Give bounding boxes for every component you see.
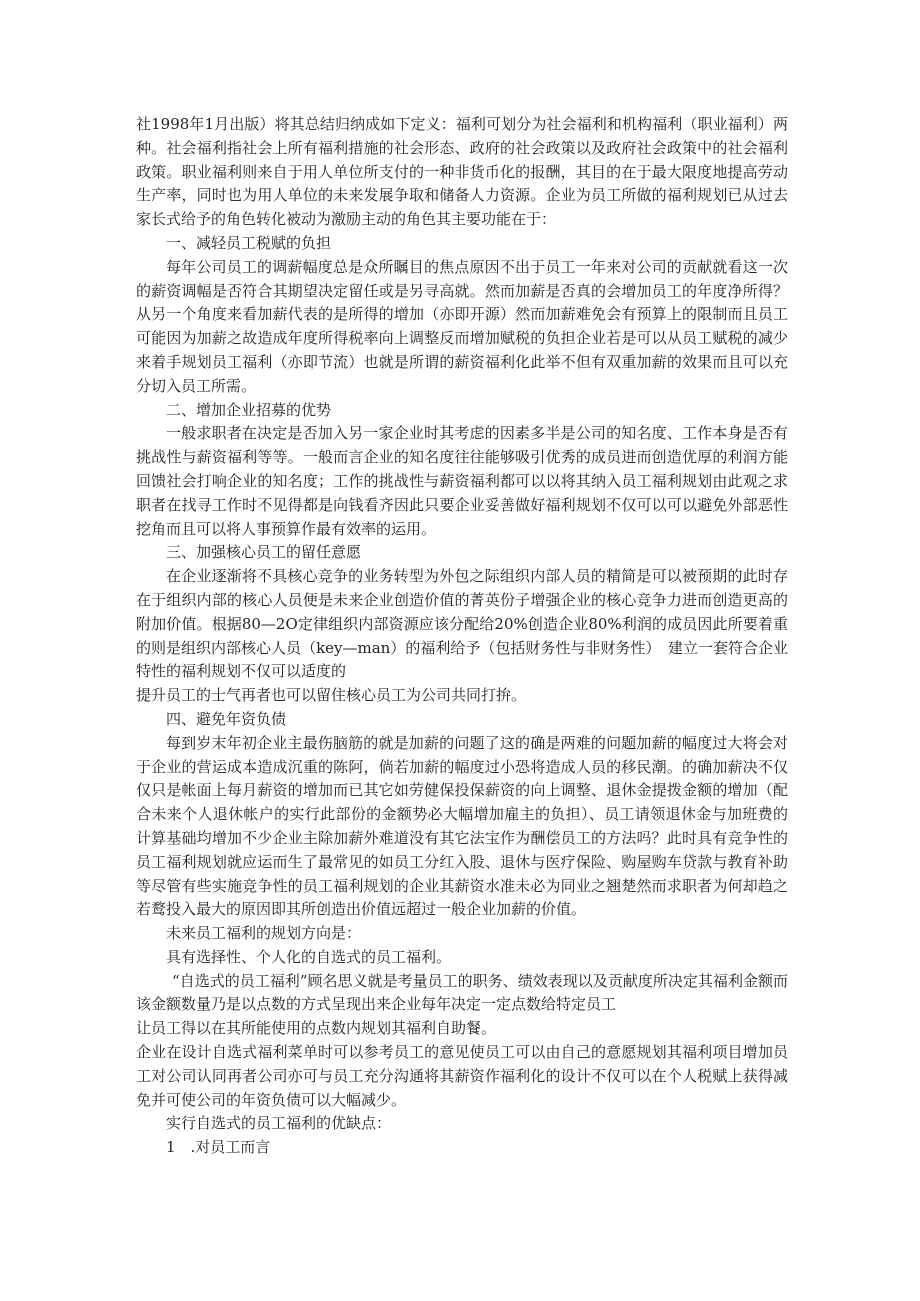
paragraph-retention-cont: 提升员工的士气再者也可以留住核心员工为公司共同打拚。: [136, 686, 527, 705]
heading-recruit-advantage: 二、增加企业招募的优势: [166, 400, 332, 419]
heading-pros-cons: 实行自选式的员工福利的优缺点：: [166, 1114, 392, 1133]
paragraph-reduce-tax: 每年公司员工的调薪幅度总是众所瞩目的焦点原因不出于员工一年来对公司的贡献就看这一次的薪资调幅是否符合其期望决定留任或是另寻高就。然而加薪是否真的会增加员工的年度净所得？从另一个角度来看加薪代表的是所得的增加（亦即开源）然而加薪难免会有预算上的限制而且员工可能因为加薪之故造成年度所得税率向上调整反而增加赋税的负担企业若是可以从员工赋税的减少来着手规划员工福利（亦即节流）也就是所谓的薪资福利化此举不但有双重加薪的效果而且可以充分切入员工所需。: [136, 257, 788, 395]
paragraph-retention: 在企业逐渐将不具核心竞争的业务转型为外包之际组织内部人员的精简是可以被预期的此时存在于组织内部的核心人员便是未来企业创造价值的菁英份子增强企业的核心竞争力进而创造更高的附加价值。根据80—2O定律组织内部资源应该分配给20%创造企业80%利润的成员因此所要着重的则是组织内部核心人员（key—man）的福利给予（包括财务性与非财务性） 建立一套符合企业特性的福利规划不仅可以适度的: [136, 567, 788, 681]
heading-retention: 三、加强核心员工的留任意愿: [166, 543, 362, 562]
heading-reduce-tax: 一、减轻员工税赋的负担: [166, 233, 332, 252]
paragraph-seniority-debt: 每到岁末年初企业主最伤脑筋的就是加薪的问题了这的确是两难的问题加薪的幅度过大将会对于企业的营运成本造成沉重的陈阿，倘若加薪的幅度过小恐将造成人员的移民潮。的确加薪决不仅仅只是帐面上每月薪资的增加而已其它如劳健保投保薪资的向上调整、退休金提拨金额的增加（配合未来个人退休帐户的实行此部份的金额势必大幅增加雇主的负担）、员工请领退休金与加班费的计算基础均增加不少企业主除加薪外难道没有其它法宝作为酬偿员工的方法吗？此时具有竞争性的员工福利规划就应运而生了最常见的如员工分红入股、退休与医疗保险、购屋购车贷款与教育补助等尽管有些实施竞争性的员工福利规划的企业其薪资水准未必为同业之翘楚然而求职者为何却趋之若鹜投入最大的原因即其所创造出价值远超过一般企业加薪的价值。: [136, 733, 788, 919]
paragraph-recruit-advantage: 一般求职者在决定是否加入另一家企业时其考虑的因素多半是公司的知名度、工作本身是否有挑战性与薪资福利等等。一般而言企业的知名度往往能够吸引优秀的成员进而创造优厚的利润方能回馈社会打响企业的知名度；工作的挑战性与薪资福利都可以以将其纳入员工福利规划由此观之求职者在找寻工作时不见得都是向钱看齐因此只要企业妥善做好福利规划不仅可以可以避免外部恶性挖角而且可以将人事预算作最有效率的运用。: [136, 424, 788, 538]
heading-seniority-debt: 四、避免年资负债: [166, 709, 287, 728]
paragraph-cafeteria-cont: 让员工得以在其所能使用的点数内规划其福利自助餐。: [136, 1019, 497, 1038]
paragraph-cafeteria-definition: “自选式的员工福利”顾名思义就是考量员工的职务、绩效表现以及贡献度所决定其福利金额而该金额数量乃是以点数的方式呈现出来企业每年决定一定点数给特定员工: [136, 971, 788, 1014]
paragraph-menu-design: 企业在设计自选式福利菜单时可以参考员工的意见使员工可以由自己的意愿规划其福利项目增加员工对公司认同再者公司亦可与员工充分沟通将其薪资作福利化的设计不仅可以在个人税赋上获得减免并可使公司的年资负债可以大幅减少。: [136, 1043, 788, 1109]
heading-future-direction: 未来员工福利的规划方向是：: [166, 924, 362, 943]
heading-for-employees: 1 .对员工而言: [166, 1138, 271, 1157]
paragraph-selective-welfare: 具有选择性、个人化的自选式的员工福利。: [166, 947, 452, 966]
paragraph-intro: 社1998年1月出版）将其总结归纳成如下定义：福利可划分为社会福利和机构福利（职业福利）两种。社会福利指社会上所有福利措施的社会形态、政府的社会政策以及政府社会政策中的社会福利政策。职业福利则来自于用人单位所支付的一种非货币化的报酬，其目的在于最大限度地提高劳动生产率，同时也为用人单位的未来发展争取和储备人力资源。企业为员工所做的福利规划已从过去家长式给予的角色转化被动为激励主动的角色其主要功能在于：: [136, 115, 788, 229]
document-page: [136, 113, 788, 1160]
